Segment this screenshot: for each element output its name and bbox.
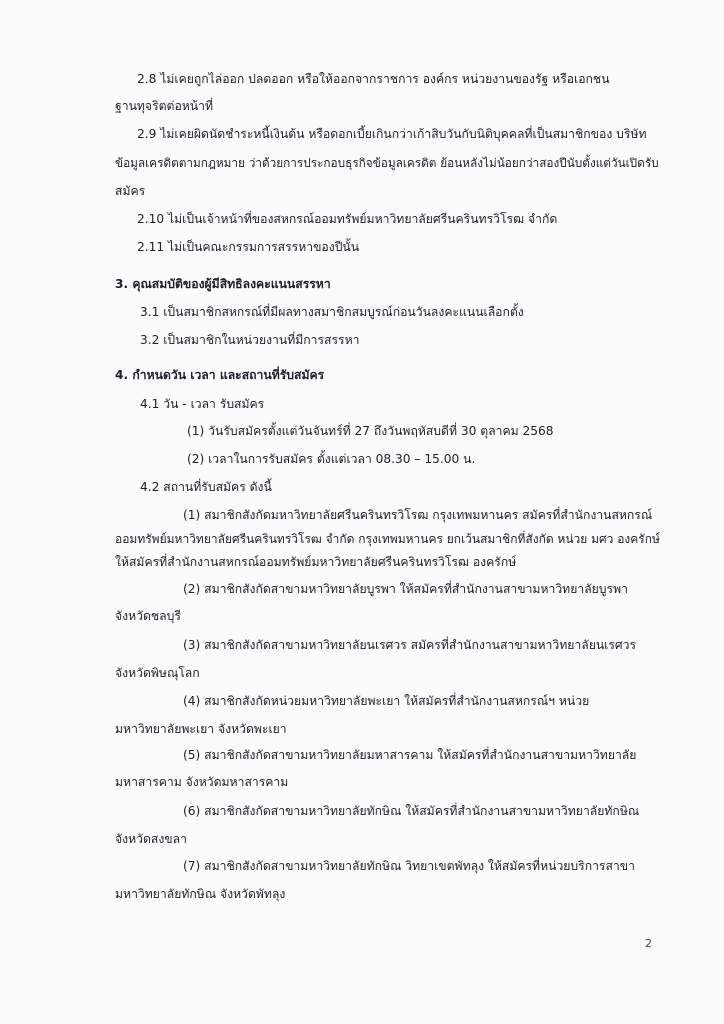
place-1-line-2: ออมทรัพย์มหาวิทยาลัยศรีนครินทรวิโรฒ จำกัด กรุงเทพมหานคร ยกเว้นสมาชิกที่สังกัด หน่วย มศว องครักษ์	[115, 532, 660, 546]
section-3-heading: 3. คุณสมบัติของผู้มีสิทธิลงคะแนนสรรหา	[115, 277, 331, 291]
page-number: 2	[645, 937, 652, 950]
item-4-1: 4.1 วัน - เวลา รับสมัคร	[140, 397, 265, 411]
item-4-2: 4.2 สถานที่รับสมัคร ดังนี้	[140, 480, 272, 494]
place-1-line-3: ให้สมัครที่สำนักงานสหกรณ์ออมทรัพย์มหาวิทยาลัยศรีนครินทรวิโรฒ องครักษ์	[115, 555, 517, 569]
item-4-1-1: (1) วันรับสมัครตั้งแต่วันจันทร์ที่ 27 ถึงวันพฤหัสบดีที่ 30 ตุลาคม 2568	[187, 424, 554, 438]
item-2-9-line-2: ข้อมูลเครดิตตามกฎหมาย ว่าด้วยการประกอบธุรกิจข้อมูลเครดิต ย้อนหลังไม่น้อยกว่าสองปีนับตั้งแต่วันเปิดรับ	[115, 156, 659, 170]
place-5-line-1: (5) สมาชิกสังกัดสาขามหาวิทยาลัยมหาสารคาม ให้สมัครที่สำนักงานสาขามหาวิทยาลัย	[183, 748, 637, 762]
item-3-2: 3.2 เป็นสมาชิกในหน่วยงานที่มีการสรรหา	[140, 333, 360, 347]
item-2-8-line-2: ฐานทุจริตต่อหน้าที่	[115, 99, 214, 113]
place-2-line-2: จังหวัดชลบุรี	[115, 609, 181, 623]
place-6-line-2: จังหวัดสงขลา	[115, 832, 187, 846]
place-7-line-1: (7) สมาชิกสังกัดสาขามหาวิทยาลัยทักษิณ วิทยาเขตพัทลุง ให้สมัครที่หน่วยบริการสาขา	[183, 859, 635, 873]
place-5-line-2: มหาสารคาม จังหวัดมหาสารคาม	[115, 775, 289, 789]
item-2-11: 2.11 ไม่เป็นคณะกรรมการสรรหาของปีนั้น	[137, 240, 360, 254]
item-2-10: 2.10 ไม่เป็นเจ้าหน้าที่ของสหกรณ์ออมทรัพย์มหาวิทยาลัยศรีนครินทรวิโรฒ จำกัด	[137, 212, 558, 226]
place-3-line-1: (3) สมาชิกสังกัดสาขามหาวิทยาลัยนเรศวร สมัครที่สำนักงานสาขามหาวิทยาลัยนเรศวร	[183, 638, 637, 652]
section-4-heading: 4. กำหนดวัน เวลา และสถานที่รับสมัคร	[115, 368, 325, 382]
place-4-line-2: มหาวิทยาลัยพะเยา จังหวัดพะเยา	[115, 722, 287, 736]
item-4-1-2: (2) เวลาในการรับสมัคร ตั้งแต่เวลา 08.30 – 15.00 น.	[187, 452, 476, 466]
place-6-line-1: (6) สมาชิกสังกัดสาขามหาวิทยาลัยทักษิณ ให้สมัครที่สำนักงานสาขามหาวิทยาลัยทักษิณ	[183, 804, 640, 818]
place-7-line-2: มหาวิทยาลัยทักษิณ จังหวัดพัทลุง	[115, 887, 286, 901]
place-1-line-1: (1) สมาชิกสังกัดมหาวิทยาลัยศรีนครินทรวิโรฒ กรุงเทพมหานคร สมัครที่สำนักงานสหกรณ์	[183, 508, 653, 522]
item-2-9-line-1: 2.9 ไม่เคยผิดนัดชำระหนี้เงินต้น หรือดอกเบี้ยเกินกว่าเก้าสิบวันกับนิติบุคคลที่เป็นสมาชิกของ บริษัท	[137, 127, 647, 141]
item-3-1: 3.1 เป็นสมาชิกสหกรณ์ที่มีผลทางสมาชิกสมบูรณ์ก่อนวันลงคะแนนเลือกตั้ง	[140, 305, 524, 319]
item-2-8-line-1: 2.8 ไม่เคยถูกไล่ออก ปลดออก หรือให้ออกจากราชการ องค์กร หน่วยงานของรัฐ หรือเอกชน	[137, 72, 610, 86]
place-3-line-2: จังหวัดพิษณุโลก	[115, 666, 200, 680]
item-2-9-line-3: สมัคร	[115, 184, 146, 198]
place-2-line-1: (2) สมาชิกสังกัดสาขามหาวิทยาลัยบูรพา ให้สมัครที่สำนักงานสาขามหาวิทยาลัยบูรพา	[183, 582, 628, 596]
place-4-line-1: (4) สมาชิกสังกัดหน่วยมหาวิทยาลัยพะเยา ให้สมัครที่สำนักงานสหกรณ์ฯ หน่วย	[183, 694, 590, 708]
